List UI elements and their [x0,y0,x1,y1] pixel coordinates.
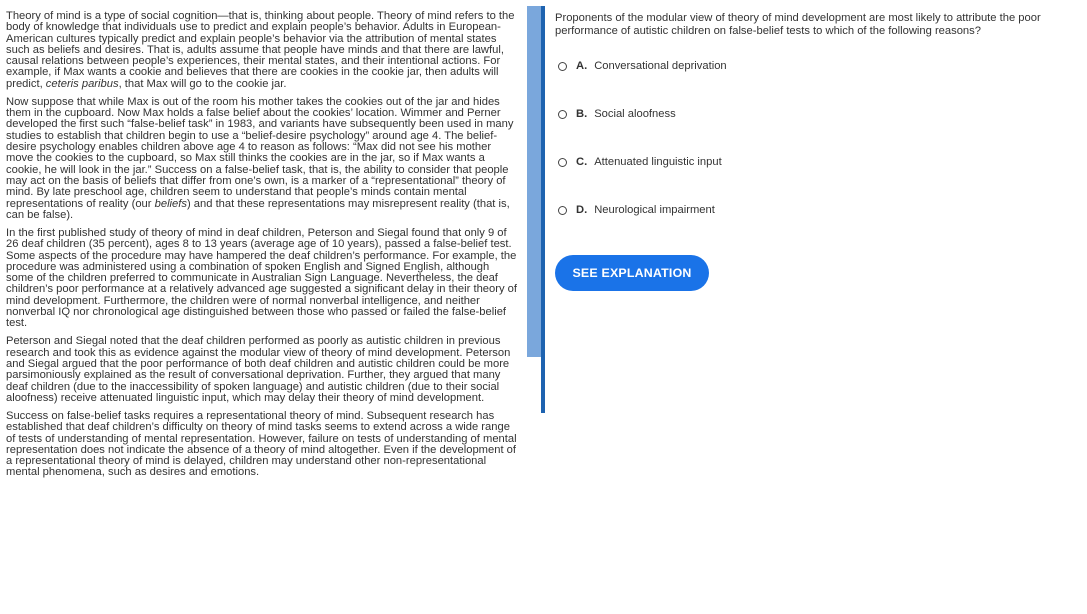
radio-button-icon[interactable] [558,206,567,215]
passage-paragraph-4: Peterson and Siegal noted that the deaf children performed as poorly as autistic children in previous research and took this as evidence against the modular view of theory of mind development. Peterson and Siegal argued that the poor performance of both deaf children and autistic children could be more parsimoniously explained as the result of conversational deprivation. Further, they argued that many deaf children (due to the inaccessibility of spoken language) and autistic children (due to their social aloofness) receive attenuated linguistic input, which may delay their theory of mind development. [6,335,511,404]
passage-paragraph-1 [6,11,519,90]
passage-text: ) and that these representations may misrepresent reality (that is, can be false). [6,197,510,221]
passage-paragraph-5: Success on false-belief tasks requires a representational theory of mind. Subsequent research has established that deaf children’s difficulty on theory of mind tasks seems to extend across a wide range of tests of understanding of mental representation. However, failure on tests of understanding of mental representation does not indicate the absence of a theory of mind altogether. Even if the development of a representational theory of mind is delayed, children may understand other non-representational mental phenomena, such as desires and emotions. [6,409,517,479]
passage-paragraph-2 [6,97,519,221]
answer-option-c[interactable] [555,156,722,168]
option-text: Conversational deprivation [594,60,727,72]
question-panel [555,12,1083,280]
question-stem: Proponents of the modular view of theory of mind development are most likely to attribute the poor performance of autistic children on false-belief tests to which of the following reasons? [555,12,1041,38]
passage-panel [0,0,527,614]
option-text: Social aloofness [594,108,676,120]
option-text: Neurological impairment [594,204,715,216]
option-letter: D. [576,204,588,216]
passage-text: Theory of mind is a type of social cognition—that is, thinking about people. Theory of mind refers to the body of knowledge that individuals use to predict and explain people’s behavior. Adults in European-American cultures typically predict and explain people’s behavior via the attribution of mental states such as beliefs and desires. That is, adults assume that people have minds and that there are lawful, causal relations between people’s experiences, their mental states, and their intentional actions. For example, if Max wants a cookie and believes that there are cookies in the cookie jar, then adults will predict, [6,10,515,90]
passage-italic-term: ceteris paribus [45,77,119,90]
answer-option-b[interactable] [555,108,676,120]
passage-paragraph-3: In the first published study of theory of mind in deaf children, Peterson and Siegal found that only 9 of 26 deaf children (35 percent), ages 8 to 13 years (average age of 10 years), passed a false-belief test. Some aspects of the procedure may have hampered the deaf children’s performance. For example, the procedure was administered using a combination of spoken English and Signed English, although some of the children preferred to communicate in Australian Sign Language. Nevertheless, the deaf children’s poor performance at a relatively advanced age suggested a significant delay in their theory of mind development. Furthermore, the children were of normal nonverbal intelligence, and neither nonverbal IQ nor chronological age distinguished between those who passed or failed the false-belief test. [6,226,517,330]
passage-scrollbar-thumb[interactable] [527,6,541,357]
pane-divider [541,6,545,413]
option-letter: C. [576,156,588,168]
option-letter: B. [576,108,588,120]
passage-text: Now suppose that while Max is out of the room his mother takes the cookies out of the jar and hides them in the cupboard. Now Max holds a false belief about the cookies’ location. Wimmer and Perner developed the first such “false-belief task” in 1983, and variants have subsequently been used in many studies to establish that children begin to use a “belief-desire psychology” around age 4. The belief-desire psychology enables children above age 4 to reason as follows: “Max did not see his mother move the cookies to the cupboard, so Max still thinks the cookies are in the jar, so if Max wants a cookie, he will look in the jar.” Success on a false-belief task, that is, the ability to consider that people may act on the basis of beliefs that differ from one’s own, is a marker of a “representational” theory of mind. By late preschool age, children seem to understand that people’s minds contain mental representations of reality (our [6,95,514,210]
passage-italic-term: beliefs [154,197,187,210]
option-text: Attenuated linguistic input [594,156,722,168]
passage-text: , that Max will go to the cookie jar. [118,77,287,90]
passage-scrollbar-track[interactable] [527,6,541,413]
answer-option-a[interactable] [555,60,727,72]
radio-button-icon[interactable] [558,158,567,167]
answer-option-d[interactable] [555,204,715,216]
radio-button-icon[interactable] [558,110,567,119]
option-letter: A. [576,60,588,72]
radio-button-icon[interactable] [558,62,567,71]
see-explanation-button[interactable]: SEE EXPLANATION [555,255,709,291]
